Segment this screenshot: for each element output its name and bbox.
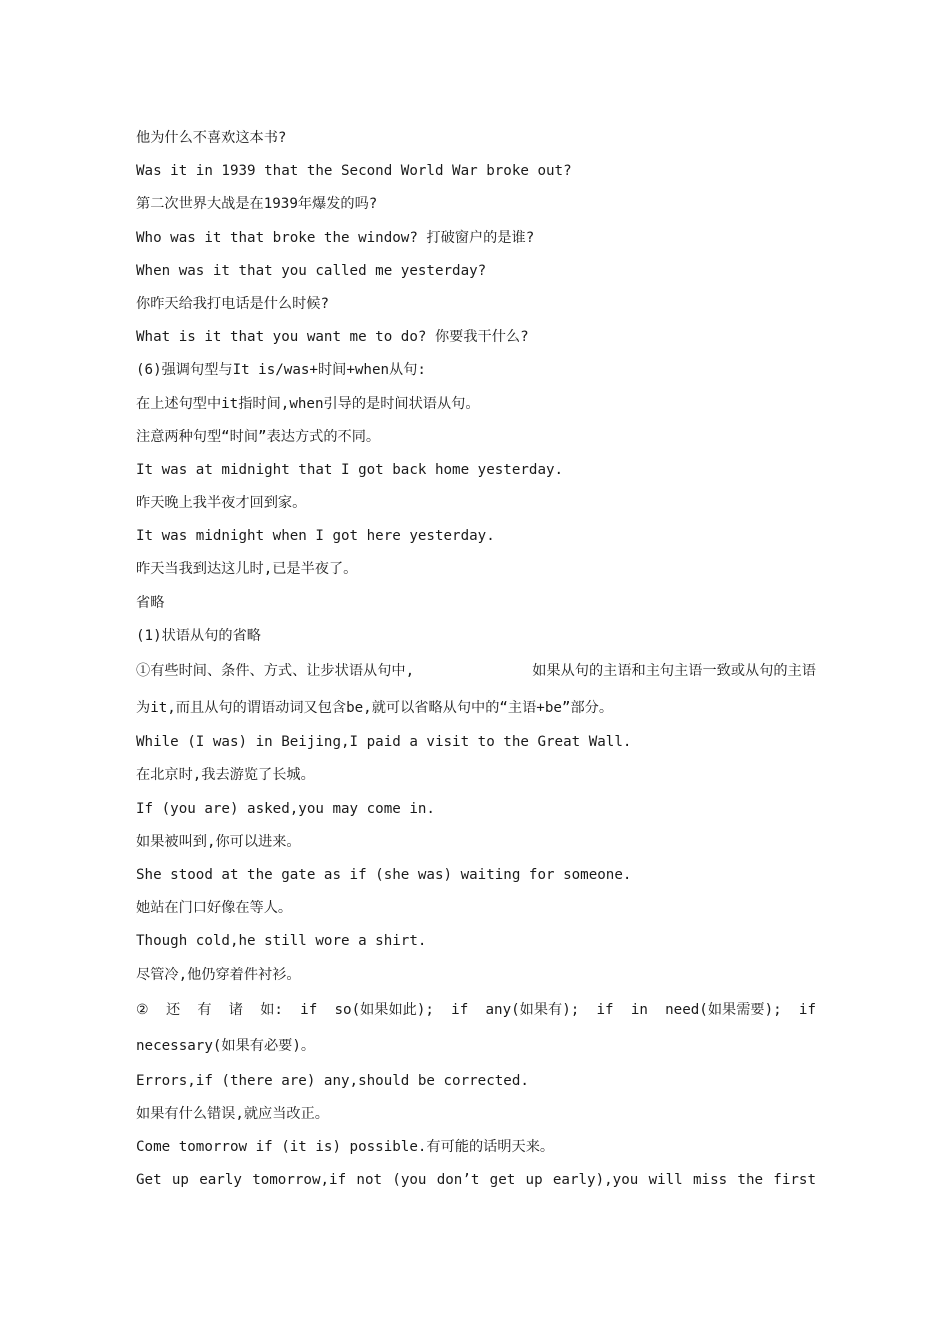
text-line: 昨天当我到达这儿时,已是半夜了。 bbox=[136, 561, 358, 578]
text-segment: 如: bbox=[260, 1001, 283, 1018]
text-line: 在上述句型中it指时间,when引导的是时间状语从句。 bbox=[136, 395, 480, 412]
text-line: Come tomorrow if (it is) possible.有可能的话明天来。 bbox=[136, 1139, 555, 1156]
text-segment: 如果从句的主语和主句主语一致或从句的主语 bbox=[532, 663, 816, 679]
text-line: Was it in 1939 that the Second World War broke out? bbox=[136, 163, 572, 180]
text-segment: if bbox=[451, 1001, 469, 1018]
document-page bbox=[136, 122, 816, 1198]
text-line: Who was it that broke the window? 打破窗户的是谁? bbox=[136, 229, 535, 246]
text-line: 昨天晚上我半夜才回到家。 bbox=[136, 495, 307, 512]
text-segment: tomorrow,if bbox=[252, 1172, 347, 1189]
text-segment: first bbox=[773, 1172, 816, 1189]
text-segment: ② bbox=[136, 1001, 149, 1018]
section-heading: (1)状语从句的省略 bbox=[136, 627, 261, 644]
text-segment: up bbox=[525, 1172, 543, 1189]
text-segment: not bbox=[356, 1172, 383, 1189]
text-line: 为it,而且从句的谓语动词又包含be,就可以省略从句中的“主语+be”部分。 bbox=[136, 699, 614, 716]
text-segment: 还 bbox=[165, 1001, 181, 1018]
text-segment: early bbox=[199, 1172, 242, 1189]
text-line: If (you are) asked,you may come in. bbox=[136, 800, 435, 817]
text-segment: so(如果如此); bbox=[334, 1001, 434, 1018]
justified-line bbox=[136, 992, 816, 1029]
text-line: When was it that you called me yesterday? bbox=[136, 262, 487, 279]
text-line: 如果有什么错误,就应当改正。 bbox=[136, 1106, 329, 1123]
text-segment: need(如果需要); bbox=[665, 1001, 782, 1018]
text-segment: get bbox=[489, 1172, 516, 1189]
text-segment: any(如果有); bbox=[485, 1001, 580, 1018]
text-line: 你昨天给我打电话是什么时候? bbox=[136, 295, 329, 312]
text-segment: miss bbox=[692, 1172, 728, 1189]
section-heading: (6)强调句型与It is/was+时间+when从句: bbox=[136, 362, 426, 379]
text-line: 注意两种句型“时间”表达方式的不同。 bbox=[136, 428, 381, 445]
text-segment: 诸 bbox=[228, 1001, 243, 1018]
text-line: 如果被叫到,你可以进来。 bbox=[136, 833, 301, 850]
text-segment: if bbox=[596, 1001, 614, 1018]
text-line: necessary(如果有必要)。 bbox=[136, 1038, 316, 1055]
text-line: 他为什么不喜欢这本书? bbox=[136, 130, 287, 146]
text-segment: don’t bbox=[436, 1172, 480, 1189]
text-line: 在北京时,我去游览了长城。 bbox=[136, 767, 315, 784]
text-line: 第二次世界大战是在1939年爆发的吗? bbox=[136, 196, 378, 213]
text-line: Though cold,he still wore a shirt. bbox=[136, 933, 427, 950]
text-segment: Get bbox=[136, 1172, 162, 1189]
text-segment: early),you bbox=[552, 1172, 639, 1189]
text-segment: ①有些时间、条件、方式、让步状语从句中, bbox=[136, 663, 415, 679]
text-line: While (I was) in Beijing,I paid a visit to the Great Wall. bbox=[136, 734, 632, 751]
text-line: She stood at the gate as if (she was) waiting for someone. bbox=[136, 866, 632, 883]
text-line: It was midnight when I got here yesterday. bbox=[136, 528, 495, 545]
text-line: What is it that you want me to do? 你要我干什么? bbox=[136, 329, 529, 346]
text-segment: the bbox=[737, 1172, 764, 1189]
text-segment: if bbox=[300, 1001, 318, 1018]
text-line: It was at midnight that I got back home yesterday. bbox=[136, 461, 564, 478]
text-segment: 有 bbox=[197, 1001, 212, 1018]
text-segment: in bbox=[630, 1001, 648, 1018]
text-line: Errors,if (there are) any,should be corrected. bbox=[136, 1072, 529, 1089]
text-segment: if bbox=[798, 1001, 816, 1018]
justified-line bbox=[136, 1164, 816, 1197]
text-segment: up bbox=[171, 1172, 189, 1189]
text-segment: will bbox=[648, 1172, 683, 1189]
justified-line bbox=[136, 653, 816, 690]
section-heading: 省略 bbox=[136, 594, 165, 611]
text-line: 她站在门口好像在等人。 bbox=[136, 900, 293, 917]
text-segment: (you bbox=[392, 1172, 427, 1189]
text-line: 尽管冷,他仍穿着件衬衫。 bbox=[136, 966, 301, 983]
